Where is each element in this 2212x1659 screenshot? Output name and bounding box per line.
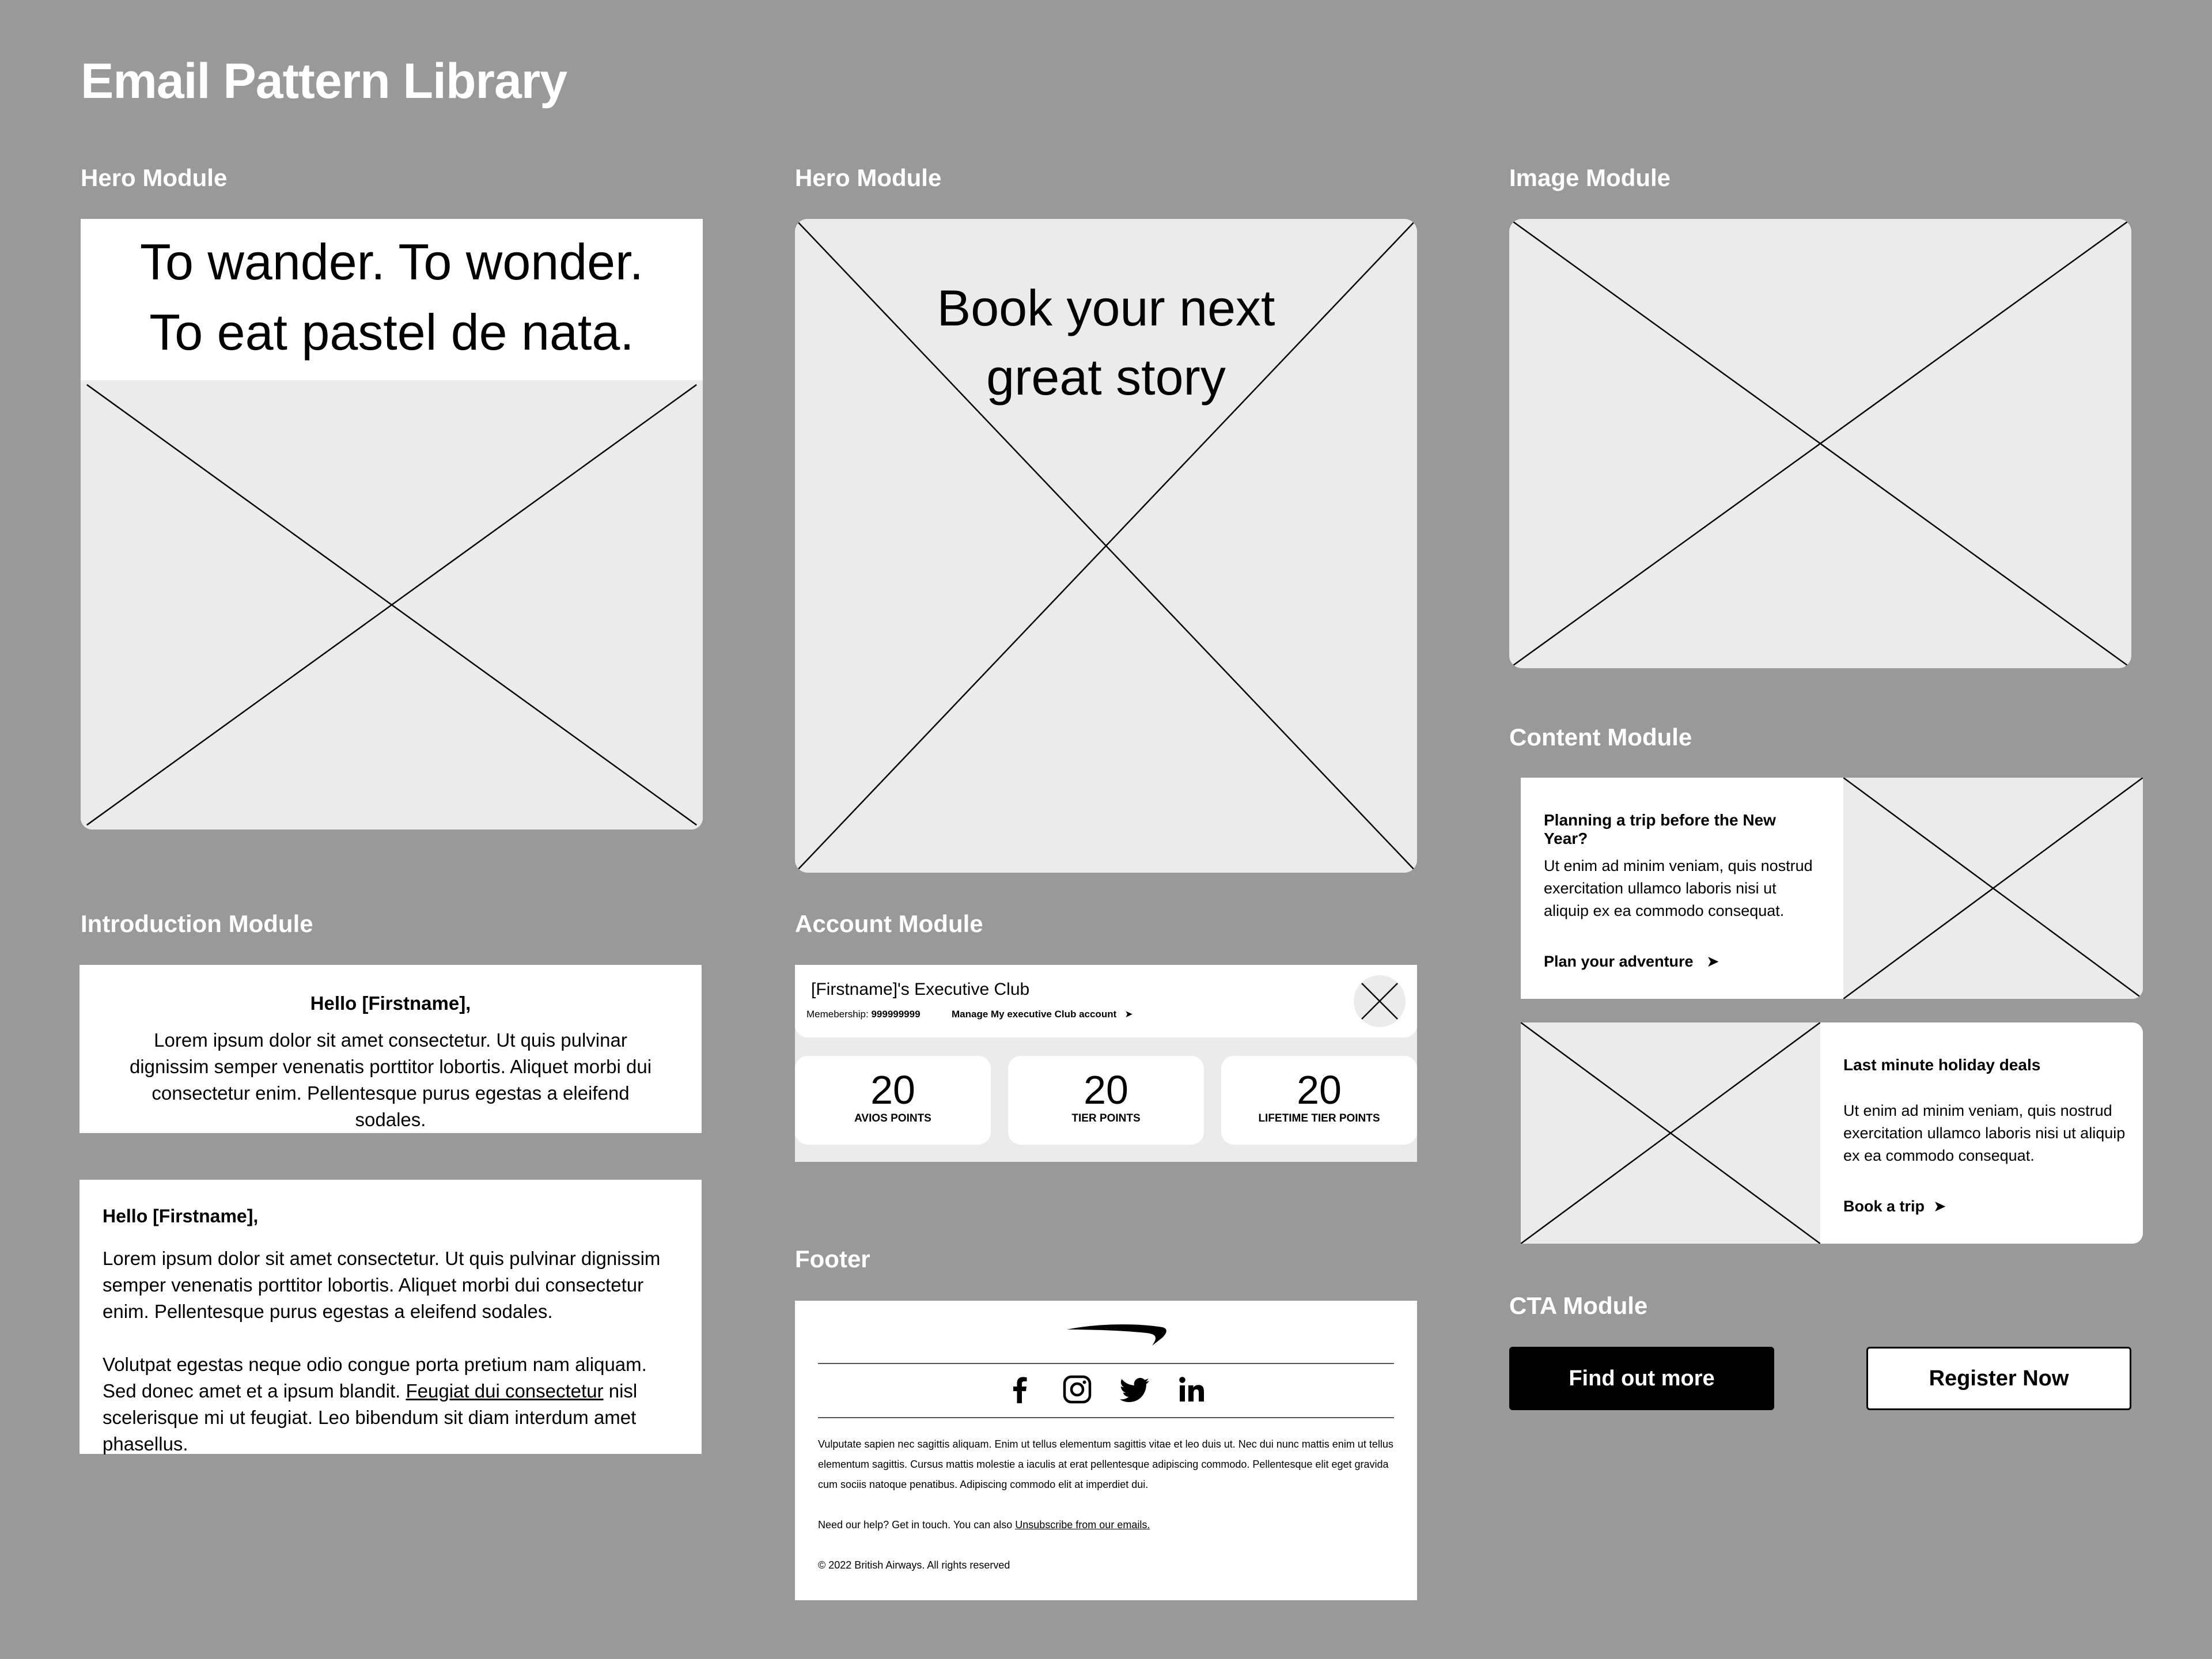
book-trip-link[interactable]: Book a trip ➤ xyxy=(1843,1198,1946,1215)
plan-adventure-link[interactable]: Plan your adventure ➤ xyxy=(1544,953,1719,970)
stat-label: AVIOS POINTS xyxy=(854,1112,931,1124)
stat-avios-points xyxy=(795,1056,991,1145)
page-title: Email Pattern Library xyxy=(81,54,567,109)
content-item-1 xyxy=(1521,778,2143,999)
linkedin-icon[interactable] xyxy=(1177,1374,1207,1407)
content-body: Ut enim ad minim veniam, quis nostrud exercitation ullamco laboris nisi ut aliquip ex ea commodo consequat. xyxy=(1544,857,1813,919)
introduction-module-label: Introduction Module xyxy=(81,910,313,937)
content-module-label: Content Module xyxy=(1509,724,1692,751)
hero-headline-line-1: To wander. To wonder. xyxy=(139,233,644,290)
footer-legal-text: Vulputate sapien nec sagittis aliquam. Enim ut tellus elementum sagittis vitae et leo duis ut. Nec dui nunc mattis enim ut tellus elementum sagittis. Cursus mattis molestie a iaculis at erat pellentesque adipiscing commodo. Pellentesque elit eget gravida cum sociis natoque penatibus. Adipiscing commodo elit at imperdiet dui. xyxy=(818,1438,1393,1490)
unsubscribe-link[interactable]: Unsubscribe from our emails. xyxy=(1015,1519,1150,1531)
image-module-placeholder xyxy=(1509,219,2131,668)
intro-paragraph-1: Lorem ipsum dolor sit amet consectetur. Ut quis pulvinar dignissim semper venenatis porttitor lobortis. Aliquet morbi dui consectetur enim. Pellentesque purus egestas a eleifend sodales. xyxy=(103,1248,661,1322)
content-image-placeholder xyxy=(1843,778,2143,999)
image-module-label: Image Module xyxy=(1509,164,1671,191)
instagram-icon[interactable] xyxy=(1062,1374,1092,1407)
british-airways-logo xyxy=(1066,1320,1169,1348)
hero-headline-line-2: To eat pastel de nata. xyxy=(149,304,634,361)
stat-value: 20 xyxy=(1084,1067,1128,1112)
find-out-more-button[interactable]: Find out more xyxy=(1509,1347,1774,1410)
footer-module xyxy=(795,1301,1417,1600)
footer-copyright: © 2022 British Airways. All rights reserved xyxy=(818,1559,1010,1571)
arrow-icon: ➤ xyxy=(1124,1009,1133,1020)
intro-module-centered xyxy=(79,965,702,1133)
intro-module-left xyxy=(79,1180,702,1454)
intro-inline-link[interactable]: Feugiat dui consectetur xyxy=(406,1380,604,1402)
club-name: [Firstname]'s Executive Club xyxy=(811,980,1030,999)
arrow-icon: ➤ xyxy=(1933,1198,1946,1215)
footer-divider xyxy=(818,1363,1394,1364)
hero-module-label: Hero Module xyxy=(795,164,942,191)
stat-value: 20 xyxy=(870,1067,915,1112)
register-now-button[interactable]: Register Now xyxy=(1866,1347,2131,1410)
twitter-icon[interactable] xyxy=(1120,1374,1150,1407)
footer-divider xyxy=(818,1417,1394,1418)
account-module xyxy=(795,965,1417,1162)
manage-account-link[interactable]: Manage My executive Club account ➤ xyxy=(952,1009,1133,1020)
intro-paragraph-2: Volutpat egestas neque odio congue porta pretium nam aliquam. Sed donec amet et a ipsum blandit. Feugiat dui consectetur nisl scelerisque mi ut feugiat. Leo bibendum sit diam interdum amet phasellus. xyxy=(103,1354,647,1455)
membership-info: Memebership: 999999999 xyxy=(806,1009,921,1020)
content-image-placeholder xyxy=(1521,1022,1820,1244)
account-module-label: Account Module xyxy=(795,910,983,937)
stat-label: LIFETIME TIER POINTS xyxy=(1258,1112,1380,1124)
footer-label: Footer xyxy=(795,1245,870,1272)
stat-lifetime-tier-points xyxy=(1221,1056,1417,1145)
hero-image-placeholder xyxy=(81,380,703,830)
content-item-2 xyxy=(1521,1022,2143,1244)
footer-help-text: Need our help? Get in touch. You can also Unsubscribe from our emails. xyxy=(818,1519,1150,1531)
cta-module-label: CTA Module xyxy=(1509,1292,1648,1319)
intro-greeting: Hello [Firstname], xyxy=(103,1206,259,1226)
avatar-placeholder xyxy=(1354,975,1406,1027)
content-title: Planning a trip before the New Year? xyxy=(1544,811,1776,847)
hero-headline-line-2: great story xyxy=(986,349,1226,406)
hero-module-label: Hero Module xyxy=(81,164,228,191)
content-body: Ut enim ad minim veniam, quis nostrud exercitation ullamco laboris nisi ut aliquip ex ea commodo consequat. xyxy=(1843,1102,2126,1164)
stat-value: 20 xyxy=(1297,1067,1342,1112)
intro-greeting: Hello [Firstname], xyxy=(310,993,471,1014)
stat-tier-points xyxy=(1008,1056,1204,1145)
account-header xyxy=(795,965,1417,1037)
content-title: Last minute holiday deals xyxy=(1843,1056,2041,1074)
stat-label: TIER POINTS xyxy=(1071,1112,1141,1124)
membership-number: 999999999 xyxy=(871,1009,921,1020)
hero-headline-line-1: Book your next xyxy=(937,279,1275,336)
facebook-icon[interactable] xyxy=(1005,1374,1035,1407)
hero-module-1 xyxy=(81,219,703,830)
intro-body: Lorem ipsum dolor sit amet consectetur. Ut quis pulvinar dignissim semper venenatis porttitor lobortis. Aliquet morbi dui consectetur enim. Pellentesque purus egestas a eleifend sodales. xyxy=(129,1029,652,1130)
hero-module-2 xyxy=(795,219,1417,873)
social-icons xyxy=(1005,1372,1207,1409)
arrow-icon: ➤ xyxy=(1706,953,1719,970)
